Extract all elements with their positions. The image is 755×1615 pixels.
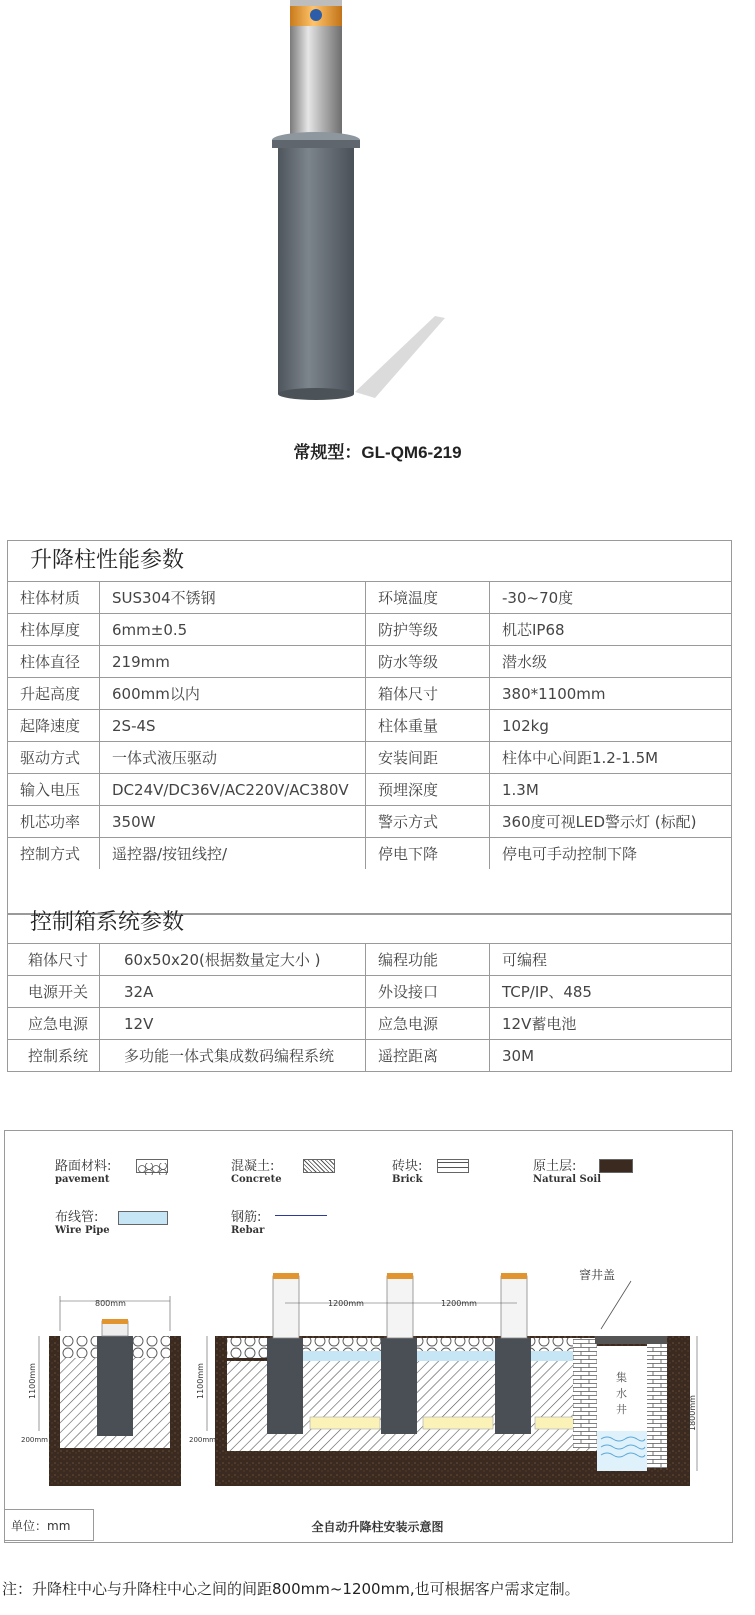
param-label: 编程功能 bbox=[366, 944, 490, 975]
param-label: 箱体尺寸 bbox=[366, 678, 490, 709]
param-value: 潜水级 bbox=[502, 653, 548, 671]
legend-soil: 原土层: Natural Soil bbox=[533, 1159, 602, 1185]
unit-label: 单位：mm bbox=[4, 1509, 94, 1541]
ground-sleeve bbox=[278, 148, 354, 394]
param-label: 环境温度 bbox=[366, 582, 490, 613]
param-value: 机芯IP68 bbox=[502, 621, 565, 639]
param-label: 遥控距离 bbox=[366, 1040, 490, 1071]
param-label: 应急电源 bbox=[8, 1008, 100, 1039]
installation-diagram bbox=[4, 1130, 733, 1543]
param-value: 1.3M bbox=[502, 780, 539, 799]
param-label: 控制方式 bbox=[8, 838, 100, 869]
control-box-table bbox=[7, 903, 732, 1072]
param-label: 柱体厚度 bbox=[8, 614, 100, 645]
table-row bbox=[8, 806, 731, 838]
param-value: 30M bbox=[502, 1046, 535, 1065]
diagram-title: 全自动升降柱安装示意图 bbox=[311, 1520, 444, 1534]
bollard-product-image bbox=[230, 0, 470, 420]
table-row bbox=[8, 614, 731, 646]
legend-pavement: 路面材料: pavement bbox=[55, 1159, 112, 1185]
table-row bbox=[8, 1008, 731, 1040]
steel-column bbox=[290, 26, 342, 134]
param-value: 可编程 bbox=[502, 951, 548, 969]
table-row bbox=[8, 944, 731, 976]
param-value: 219mm bbox=[100, 646, 366, 677]
param-label: 控制系统 bbox=[8, 1040, 100, 1071]
sump-label-2: 水 bbox=[616, 1387, 627, 1400]
table-row bbox=[8, 678, 731, 710]
depth-1800-label: 1800mm bbox=[688, 1395, 697, 1431]
param-label: 箱体尺寸 bbox=[8, 944, 100, 975]
legend-brick: 砖块: Brick bbox=[392, 1159, 423, 1185]
param-value: 柱体中心间距1.2-1.5M bbox=[502, 749, 659, 767]
table-row bbox=[8, 582, 731, 614]
param-value: 102kg bbox=[502, 716, 549, 735]
param-value: TCP/IP、485 bbox=[502, 983, 592, 1001]
param-value: 350W bbox=[100, 806, 366, 837]
param-label: 外设接口 bbox=[366, 976, 490, 1007]
shadow bbox=[355, 316, 445, 398]
product-caption: 常规型：GL-QM6-219 bbox=[293, 443, 462, 462]
param-label: 停电下降 bbox=[366, 838, 490, 869]
param-label: 机芯功率 bbox=[8, 806, 100, 837]
param-label: 柱体重量 bbox=[366, 710, 490, 741]
table-row bbox=[8, 838, 731, 869]
sump-label-1: 集 bbox=[616, 1371, 627, 1384]
table-row bbox=[8, 742, 731, 774]
param-value: 2S-4S bbox=[100, 710, 366, 741]
cross-section-drawing bbox=[5, 1131, 732, 1542]
param-value: 60x50x20(根据数量定大小 ) bbox=[100, 944, 366, 975]
param-value: 360度可视LED警示灯 (标配) bbox=[502, 813, 697, 831]
depth-1100-right-label: 1100mm bbox=[196, 1363, 205, 1399]
param-label: 警示方式 bbox=[366, 806, 490, 837]
param-value: DC24V/DC36V/AC220V/AC380V bbox=[100, 774, 366, 805]
param-label: 驱动方式 bbox=[8, 742, 100, 773]
param-label: 柱体材质 bbox=[8, 582, 100, 613]
param-label: 柱体直径 bbox=[8, 646, 100, 677]
spacing-b-label: 1200mm bbox=[441, 1299, 477, 1308]
param-label: 安装间距 bbox=[366, 742, 490, 773]
param-label: 防护等级 bbox=[366, 614, 490, 645]
performance-table-title: 升降柱性能参数 bbox=[8, 541, 731, 582]
legend-wire-pipe: 布线管: Wire Pipe bbox=[55, 1210, 110, 1236]
param-label: 预埋深度 bbox=[366, 774, 490, 805]
logo-icon bbox=[310, 9, 322, 21]
spacing-a-label: 1200mm bbox=[328, 1299, 364, 1308]
param-value: 12V蓄电池 bbox=[502, 1015, 577, 1033]
legend-concrete: 混凝土: Concrete bbox=[231, 1159, 282, 1185]
control-box-table-title: 控制箱系统参数 bbox=[8, 903, 731, 944]
legend-rebar: 钢筋: Rebar bbox=[231, 1210, 265, 1236]
param-value: 停电可手动控制下降 bbox=[502, 845, 638, 863]
param-value: 32A bbox=[100, 976, 366, 1007]
param-value: 600mm以内 bbox=[100, 678, 366, 709]
table-row bbox=[8, 710, 731, 742]
footnote: 注：升降柱中心与升降柱中心之间的间距800mm~1200mm,也可根据客户需求定制。 bbox=[2, 1580, 580, 1598]
manhole-cover-label: 窨井盖 bbox=[579, 1268, 616, 1282]
param-value: SUS304不锈钢 bbox=[100, 582, 366, 613]
performance-table bbox=[7, 540, 732, 915]
param-label: 起降速度 bbox=[8, 710, 100, 741]
param-label: 防水等级 bbox=[366, 646, 490, 677]
param-label: 应急电源 bbox=[366, 1008, 490, 1039]
table-row bbox=[8, 774, 731, 806]
param-value: 380*1100mm bbox=[502, 684, 606, 703]
param-label: 升起高度 bbox=[8, 678, 100, 709]
param-value: 一体式液压驱动 bbox=[100, 742, 366, 773]
width-800-label: 800mm bbox=[95, 1299, 126, 1308]
table-row bbox=[8, 1040, 731, 1071]
depth-1100-left-label: 1100mm bbox=[28, 1363, 37, 1399]
table-row bbox=[8, 646, 731, 678]
sump-label-3: 井 bbox=[616, 1403, 627, 1416]
param-label: 电源开关 bbox=[8, 976, 100, 1007]
param-value: 遥控器/按钮线控/ bbox=[100, 838, 366, 869]
base-200-right-label: 200mm bbox=[189, 1436, 216, 1444]
param-value: -30~70度 bbox=[502, 589, 574, 607]
param-value: 12V bbox=[100, 1008, 366, 1039]
base-200-left-label: 200mm bbox=[21, 1436, 48, 1444]
param-value: 6mm±0.5 bbox=[100, 614, 366, 645]
param-label: 输入电压 bbox=[8, 774, 100, 805]
table-row bbox=[8, 976, 731, 1008]
param-value: 多功能一体式集成数码编程系统 bbox=[100, 1040, 366, 1071]
